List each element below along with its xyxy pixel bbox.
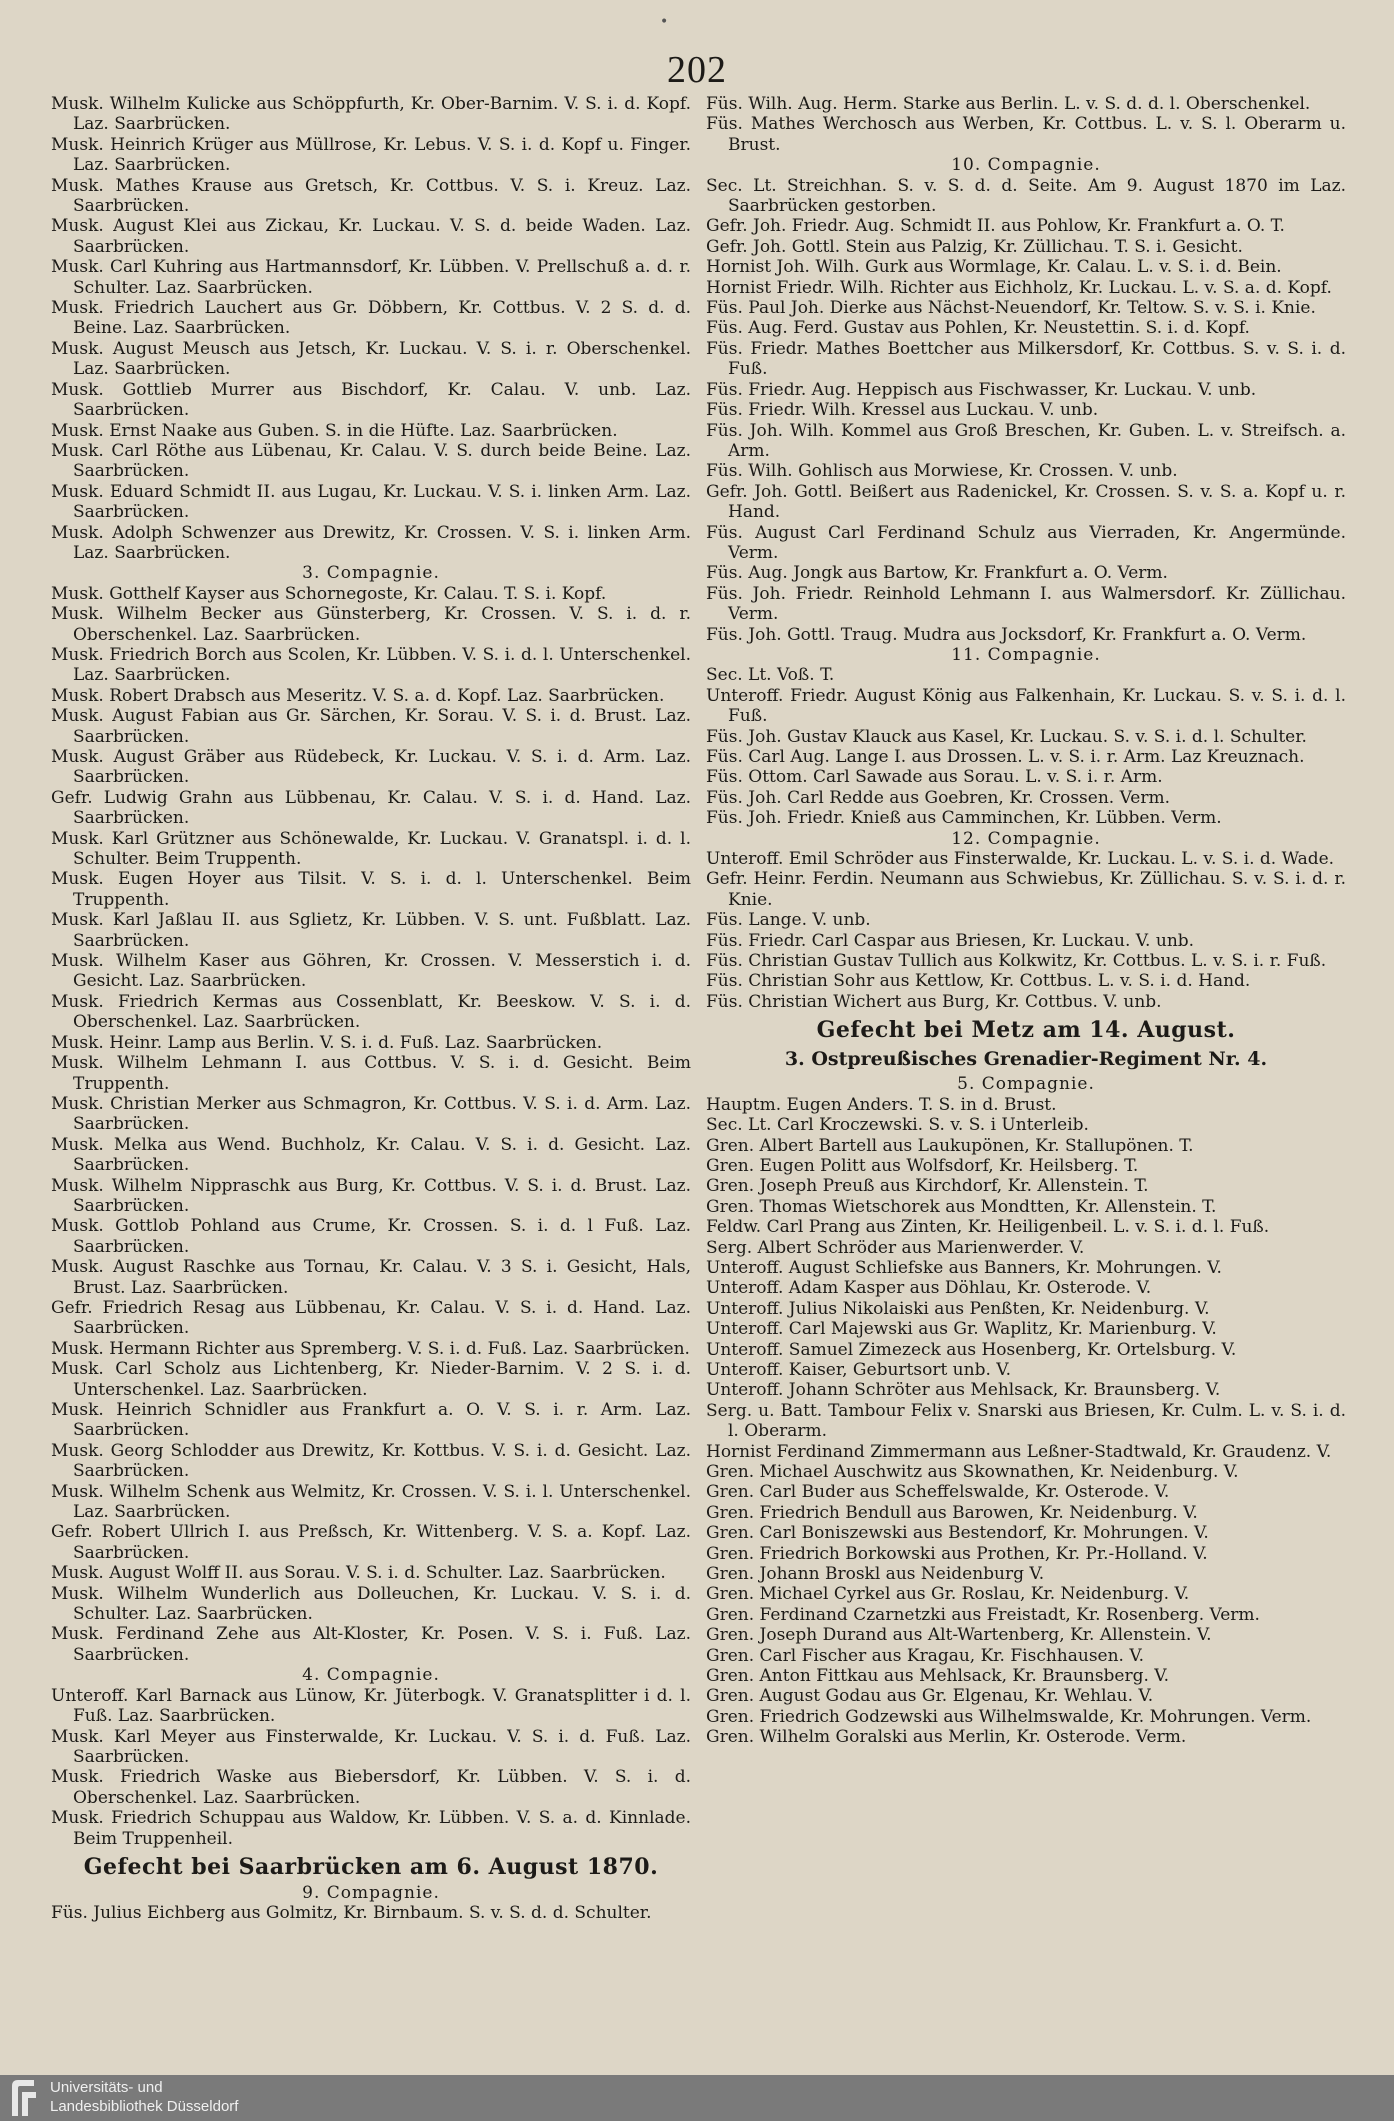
casualty-entry: Füs. Carl Aug. Lange I. aus Drossen. L. v. S. i. r. Arm. Laz Kreuznach. (706, 747, 1305, 767)
company-heading: 11. Compagnie. (951, 644, 1101, 665)
casualty-entry: Hornist Joh. Wilh. Gurk aus Wormlage, Kr. Calau. L. v. S. i. d. Bein. (706, 257, 1282, 278)
casualty-entry: Unteroff. Samuel Zimezeck aus Hosenberg, Kr. Ortelsburg. V. (706, 1339, 1237, 1360)
casualty-entry: Gefr. Joh. Gottl. Stein aus Palzig, Kr. Züllichau. T. S. i. Gesicht. (706, 236, 1243, 257)
casualty-entry: Musk. August Gräber aus Rüdebeck, Kr. Luckau. V. S. i. d. Arm. Laz. Saarbrücken. (51, 747, 691, 788)
casualty-entry: Unteroff. Friedr. August König aus Falkenhain, Kr. Luckau. S. v. S. i. d. l. Fuß. (706, 685, 1346, 727)
casualty-entry: Musk. Ferdinand Zehe aus Alt-Kloster, Kr. Posen. V. S. i. Fuß. Laz. Saarbrücken. (51, 1624, 691, 1665)
casualty-entry: Musk. Wilhelm Schenk aus Welmitz, Kr. Crossen. V. S. i. l. Unterschenkel. Laz. Saarbrücken. (51, 1481, 691, 1523)
casualty-entry: Unteroff. Kaiser, Geburtsort unb. V. (706, 1359, 1011, 1380)
casualty-entry: Musk. August Raschke aus Tornau, Kr. Calau. V. 3 S. i. Gesicht, Hals, Brust. Laz. Saarbrücken. (51, 1257, 691, 1298)
casualty-entry: Musk. Carl Röthe aus Lübenau, Kr. Calau. V. S. durch beide Beine. Laz. Saarbrücken. (51, 440, 691, 482)
casualty-entry: Füs. Joh. Gustav Klauck aus Kasel, Kr. Luckau. S. v. S. i. d. l. Schulter. (706, 726, 1307, 747)
casualty-entry: Füs. Wilh. Gohlisch aus Morwiese, Kr. Crossen. V. unb. (706, 461, 1178, 482)
casualty-entry: Musk. Heinr. Lamp aus Berlin. V. S. i. d. Fuß. Laz. Saarbrücken. (51, 1032, 603, 1053)
casualty-entry: Unteroff. Karl Barnack aus Lünow, Kr. Jüterbogk. V. Granatsplitter i d. l. Fuß. Laz. Saarbrücken. (51, 1685, 691, 1727)
casualty-entry: Unteroff. Carl Majewski aus Gr. Waplitz, Kr. Marienburg. V. (706, 1319, 1217, 1340)
casualty-entry: Musk. Christian Merker aus Schmagron, Kr. Cottbus. V. S. i. d. Arm. Laz. Saarbrücken. (51, 1093, 691, 1135)
casualty-entry: Gefr. Robert Ullrich I. aus Preßsch, Kr. Wittenberg. V. S. a. Kopf. Laz. Saarbrücken. (51, 1522, 691, 1563)
casualty-entry: Gren. Johann Broskl aus Neidenburg V. (706, 1564, 1045, 1585)
casualty-entry: Füs. Joh. Wilh. Kommel aus Groß Breschen, Kr. Guben. L. v. Streifsch. a. Arm. (706, 420, 1346, 461)
casualty-entry: Gren. Carl Boniszewski aus Bestendorf, Kr. Mohrungen. V. (706, 1523, 1209, 1544)
casualty-entry: Füs. Wilh. Aug. Herm. Starke aus Berlin. L. v. S. d. d. l. Oberschenkel. (706, 94, 1311, 114)
battle-heading: Gefecht bei Saarbrücken am 6. August 1870. (83, 1853, 659, 1880)
casualty-entry: Füs. Christian Gustav Tullich aus Kolkwitz, Kr. Cottbus. L. v. S. i. r. Fuß. (706, 951, 1327, 972)
casualty-entry: Gren. Friedrich Borkowski aus Prothen, Kr. Pr.-Holland. V. (706, 1543, 1208, 1564)
casualty-entry: Füs. Aug. Ferd. Gustav aus Pohlen, Kr. Neustettin. S. i. d. Kopf. (706, 318, 1250, 339)
casualty-entry: Gren. Joseph Preuß aus Kirchdorf, Kr. Allenstein. T. (706, 1176, 1149, 1197)
casualty-entry: Gefr. Joh. Gottl. Beißert aus Radenickel, Kr. Crossen. S. v. S. a. Kopf u. r. Hand. (706, 481, 1346, 523)
company-heading: 10. Compagnie. (951, 155, 1101, 176)
casualty-entry: Füs. Ottom. Carl Sawade aus Sorau. L. v. S. i. r. Arm. (706, 767, 1163, 788)
company-heading: 3. Compagnie. (302, 563, 440, 584)
casualty-entry: Gren. Carl Fischer aus Kragau, Kr. Fischhausen. V. (706, 1645, 1145, 1666)
casualty-entry: Sec. Lt. Carl Kroczewski. S. v. S. i Unterleib. (706, 1115, 1089, 1136)
right-column (706, 94, 1346, 1748)
casualty-entry: Musk. Friedrich Kermas aus Cossenblatt, Kr. Beeskow. V. S. i. d. Oberschenkel. Laz. Saarbrücken. (51, 991, 691, 1033)
casualty-entry: Musk. Gottlieb Murrer aus Bischdorf, Kr. Calau. V. unb. Laz. Saarbrücken. (51, 379, 691, 421)
casualty-entry: Musk. Ernst Naake aus Guben. S. in die Hüfte. Laz. Saarbrücken. (51, 420, 618, 441)
casualty-entry: Gren. Friedrich Godzewski aus Wilhelmswalde, Kr. Mohrungen. Verm. (706, 1706, 1312, 1727)
casualty-entry: Serg. Albert Schröder aus Marienwerder. V. (706, 1237, 1085, 1258)
casualty-entry: Sec. Lt. Streichhan. S. v. S. d. d. Seite. Am 9. August 1870 im Laz. Saarbrücken gestorben. (706, 175, 1346, 217)
casualty-entry: Sec. Lt. Voß. T. (706, 665, 835, 686)
casualty-entry: Musk. Hermann Richter aus Spremberg. V. S. i. d. Fuß. Laz. Saarbrücken. (51, 1338, 690, 1359)
casualty-entry: Füs. Mathes Werchosch aus Werben, Kr. Cottbus. L. v. S. l. Oberarm u. Brust. (706, 114, 1346, 155)
casualty-entry: Gren. Michael Cyrkel aus Gr. Roslau, Kr. Neidenburg. V. (706, 1584, 1190, 1605)
casualty-entry: Gefr. Heinr. Ferdin. Neumann aus Schwiebus, Kr. Züllichau. S. v. S. i. d. r. Knie. (706, 869, 1346, 910)
casualty-entry: Musk. Gottlob Pohland aus Crume, Kr. Crossen. S. i. d. l Fuß. Laz. Saarbrücken. (51, 1216, 691, 1257)
casualty-entry: Musk. Robert Drabsch aus Meseritz. V. S. a. d. Kopf. Laz. Saarbrücken. (51, 685, 665, 706)
library-logo-icon (8, 2076, 42, 2120)
casualty-entry: Gren. Michael Auschwitz aus Skownathen, Kr. Neidenburg. V. (706, 1462, 1239, 1482)
casualty-entry: Gren. August Godau aus Gr. Elgenau, Kr. Wehlau. V. (706, 1686, 1154, 1707)
casualty-entry: Musk. Georg Schlodder aus Drewitz, Kr. Kottbus. V. S. i. d. Gesicht. Laz. Saarbrücken. (51, 1440, 691, 1482)
casualty-entry: Gren. Ferdinand Czarnetzki aus Freistadt, Kr. Rosenberg. Verm. (706, 1604, 1260, 1625)
casualty-entry: Musk. Adolph Schwenzer aus Drewitz, Kr. Crossen. V. S. i. linken Arm. Laz. Saarbrücken. (51, 522, 691, 563)
casualty-entry: Füs. Friedr. Aug. Heppisch aus Fischwasser, Kr. Luckau. V. unb. (706, 379, 1257, 400)
casualty-entry: Musk. Eduard Schmidt II. aus Lugau, Kr. Luckau. V. S. i. linken Arm. Laz. Saarbrücken. (51, 481, 691, 523)
header-mark: • (660, 14, 669, 30)
casualty-entry: Serg. u. Batt. Tambour Felix v. Snarski aus Briesen, Kr. Culm. L. v. S. i. d. l. Oberarm. (706, 1400, 1346, 1442)
casualty-entry: Füs. Friedr. Carl Caspar aus Briesen, Kr. Luckau. V. unb. (706, 930, 1195, 951)
casualty-entry: Hauptm. Eugen Anders. T. S. in d. Brust. (706, 1094, 1057, 1115)
casualty-entry: Füs. Friedr. Mathes Boettcher aus Milkersdorf, Kr. Cottbus. S. v. S. i. d. Fuß. (706, 338, 1346, 380)
page-number: 202 (667, 49, 727, 91)
casualty-entry: Musk. Carl Kuhring aus Hartmannsdorf, Kr. Lübben. V. Prellschuß a. d. r. Schulter. Laz. Saarbrücken. (51, 257, 691, 298)
casualty-entry: Gren. Eugen Politt aus Wolfsdorf, Kr. Heilsberg. T. (706, 1155, 1139, 1176)
company-heading: 4. Compagnie. (302, 1665, 440, 1686)
casualty-entry: Musk. Gotthelf Kayser aus Schornegoste, Kr. Calau. T. S. i. Kopf. (51, 583, 607, 604)
casualty-entry: Unteroff. Johann Schröter aus Mehlsack, Kr. Braunsberg. V. (706, 1380, 1221, 1401)
casualty-entry: Füs. August Carl Ferdinand Schulz aus Vierraden, Kr. Angermünde. Verm. (706, 522, 1346, 563)
casualty-entry: Musk. Melka aus Wend. Buchholz, Kr. Calau. V. S. i. d. Gesicht. Laz. Saarbrücken. (51, 1134, 691, 1176)
casualty-entry: Füs. Friedr. Wilh. Kressel aus Luckau. V. unb. (706, 400, 1099, 421)
casualty-entry: Musk. Karl Grützner aus Schönewalde, Kr. Luckau. V. Granatspl. i. d. l. Schulter. Beim Truppenth. (51, 828, 691, 870)
casualty-entry: Gefr. Joh. Friedr. Aug. Schmidt II. aus Pohlow, Kr. Frankfurt a. O. T. (706, 216, 1285, 237)
footer-line-2: Landesbibliothek Düsseldorf (50, 2098, 239, 2115)
casualty-entry: Musk. Wilhelm Kaser aus Göhren, Kr. Crossen. V. Messerstich i. d. Gesicht. Laz. Saarbrücken. (51, 951, 691, 992)
casualty-entry: Musk. Heinrich Krüger aus Müllrose, Kr. Lebus. V. S. i. d. Kopf u. Finger. Laz. Saarbrücken. (51, 134, 691, 176)
regiment-heading: 3. Ostpreußisches Grenadier-Regiment Nr. 4. (784, 1048, 1268, 1071)
casualty-entry: Füs. Joh. Friedr. Reinhold Lehmann I. aus Walmersdorf. Kr. Züllichau. Verm. (706, 583, 1346, 625)
casualty-entry: Musk. August Klei aus Zickau, Kr. Luckau. V. S. d. beide Waden. Laz. Saarbrücken. (51, 216, 691, 257)
casualty-entry: Musk. August Fabian aus Gr. Särchen, Kr. Sorau. V. S. i. d. Brust. Laz. Saarbrücken. (51, 706, 691, 747)
casualty-entry: Musk. Wilhelm Nippraschk aus Burg, Kr. Cottbus. V. S. i. d. Brust. Laz. Saarbrücken. (51, 1175, 691, 1216)
casualty-entry: Gefr. Ludwig Grahn aus Lübbenau, Kr. Calau. V. S. i. d. Hand. Laz. Saarbrücken. (51, 787, 691, 829)
casualty-entry: Musk. Wilhelm Lehmann I. aus Cottbus. V. S. i. d. Gesicht. Beim Truppenth. (51, 1053, 691, 1094)
casualty-entry: Musk. August Wolff II. aus Sorau. V. S. i. d. Schulter. Laz. Saarbrücken. (51, 1563, 666, 1584)
left-column (51, 94, 691, 1924)
footer-line-1: Universitäts- und (50, 2079, 163, 2096)
company-heading: 12. Compagnie. (951, 828, 1101, 849)
casualty-entry: Gren. Albert Bartell aus Laukupönen, Kr. Stallupönen. T. (706, 1135, 1194, 1156)
casualty-entry: Gefr. Friedrich Resag aus Lübbenau, Kr. Calau. V. S. i. d. Hand. Laz. Saarbrücken. (51, 1297, 691, 1339)
casualty-entry: Unteroff. Adam Kasper aus Döhlau, Kr. Osterode. V. (706, 1278, 1152, 1299)
battle-heading: Gefecht bei Metz am 14. August. (816, 1017, 1236, 1044)
casualty-entry: Füs. Joh. Carl Redde aus Goebren, Kr. Crossen. Verm. (706, 787, 1171, 808)
casualty-entry: Gren. Friedrich Bendull aus Barowen, Kr. Neidenburg. V. (706, 1502, 1198, 1523)
footer-credit (50, 2078, 238, 2116)
casualty-entry: Füs. Paul Joh. Dierke aus Nächst-Neuendorf, Kr. Teltow. S. v. S. i. Knie. (706, 298, 1316, 319)
casualty-entry: Gren. Joseph Durand aus Alt-Wartenberg, Kr. Allenstein. V. (706, 1625, 1212, 1646)
casualty-entry: Füs. Lange. V. unb. (706, 910, 871, 931)
casualty-entry: Gren. Wilhelm Goralski aus Merlin, Kr. Osterode. Verm. (706, 1727, 1187, 1748)
company-heading: 9. Compagnie. (302, 1882, 440, 1903)
casualty-entry: Hornist Ferdinand Zimmermann aus Leßner-Stadtwald, Kr. Graudenz. V. (706, 1441, 1332, 1462)
casualty-entry: Musk. Wilhelm Becker aus Günsterberg, Kr. Crossen. V. S. i. d. r. Oberschenkel. Laz. Saarbrücken. (51, 604, 691, 645)
casualty-entry: Gren. Thomas Wietschorek aus Mondtten, Kr. Allenstein. T. (706, 1196, 1217, 1217)
casualty-entry: Musk. Friedrich Borch aus Scolen, Kr. Lübben. V. S. i. d. l. Unterschenkel. Laz. Saarbrücken. (51, 644, 691, 686)
casualty-entry: Füs. Christian Sohr aus Kettlow, Kr. Cottbus. L. v. S. i. d. Hand. (706, 971, 1251, 992)
casualty-entry: Musk. Friedrich Schuppau aus Waldow, Kr. Lübben. V. S. a. d. Kinnlade. Beim Truppenheil. (51, 1808, 691, 1849)
casualty-entry: Füs. Joh. Gottl. Traug. Mudra aus Jocksdorf, Kr. Frankfurt a. O. Verm. (706, 624, 1307, 645)
casualty-entry: Füs. Christian Wichert aus Burg, Kr. Cottbus. V. unb. (706, 991, 1162, 1012)
casualty-entry: Musk. Mathes Krause aus Gretsch, Kr. Cottbus. V. S. i. Kreuz. Laz. Saarbrücken. (51, 175, 691, 217)
casualty-entry: Musk. August Meusch aus Jetsch, Kr. Luckau. V. S. i. r. Oberschenkel. Laz. Saarbrücken. (51, 338, 691, 380)
casualty-entry: Feldw. Carl Prang aus Zinten, Kr. Heiligenbeil. L. v. S. i. d. l. Fuß. (706, 1217, 1270, 1238)
casualty-entry: Füs. Julius Eichberg aus Golmitz, Kr. Birnbaum. S. v. S. d. d. Schulter. (51, 1903, 652, 1924)
casualty-entry: Unteroff. Julius Nikolaiski aus Penßten, Kr. Neidenburg. V. (706, 1298, 1210, 1319)
casualty-entry: Gren. Carl Buder aus Scheffelswalde, Kr. Osterode. V. (706, 1482, 1170, 1503)
casualty-entry: Hornist Friedr. Wilh. Richter aus Eichholz, Kr. Luckau. L. v. S. a. d. Kopf. (706, 277, 1332, 298)
casualty-entry: Musk. Karl Jaßlau II. aus Sglietz, Kr. Lübben. V. S. unt. Fußblatt. Laz. Saarbrücken. (51, 910, 691, 951)
casualty-entry: Füs. Joh. Friedr. Knieß aus Camminchen, Kr. Lübben. Verm. (706, 808, 1222, 829)
casualty-entry: Musk. Karl Meyer aus Finsterwalde, Kr. Luckau. V. S. i. d. Fuß. Laz. Saarbrücken. (51, 1726, 691, 1767)
casualty-entry: Musk. Heinrich Schnidler aus Frankfurt a. O. V. S. i. r. Arm. Laz. Saarbrücken. (51, 1400, 691, 1441)
casualty-entry: Unteroff. August Schliefske aus Banners, Kr. Mohrungen. V. (706, 1257, 1222, 1278)
casualty-entry: Musk. Wilhelm Kulicke aus Schöppfurth, Kr. Ober-Barnim. V. S. i. d. Kopf. Laz. Saarbrücken. (51, 94, 691, 135)
casualty-entry: Musk. Wilhelm Wunderlich aus Dolleuchen, Kr. Luckau. V. S. i. d. Schulter. Laz. Saarbrücken. (51, 1583, 691, 1625)
casualty-entry: Füs. Aug. Jongk aus Bartow, Kr. Frankfurt a. O. Verm. (706, 563, 1168, 584)
casualty-entry: Musk. Friedrich Waske aus Biebersdorf, Kr. Lübben. V. S. i. d. Oberschenkel. Laz. Saarbrücken. (51, 1767, 691, 1808)
casualty-entry: Musk. Carl Scholz aus Lichtenberg, Kr. Nieder-Barnim. V. 2 S. i. d. Unterschenkel. Laz. Saarbrücken. (51, 1359, 691, 1400)
casualty-entry: Unteroff. Emil Schröder aus Finsterwalde, Kr. Luckau. L. v. S. i. d. Wade. (706, 849, 1335, 870)
company-heading: 5. Compagnie. (957, 1074, 1095, 1095)
casualty-entry: Gren. Anton Fittkau aus Mehlsack, Kr. Braunsberg. V. (706, 1666, 1170, 1687)
casualty-entry: Musk. Eugen Hoyer aus Tilsit. V. S. i. d. l. Unterschenkel. Beim Truppenth. (51, 869, 691, 910)
casualty-entry: Musk. Friedrich Lauchert aus Gr. Döbbern, Kr. Cottbus. V. 2 S. d. d. Beine. Laz. Saarbrücken. (51, 298, 691, 339)
